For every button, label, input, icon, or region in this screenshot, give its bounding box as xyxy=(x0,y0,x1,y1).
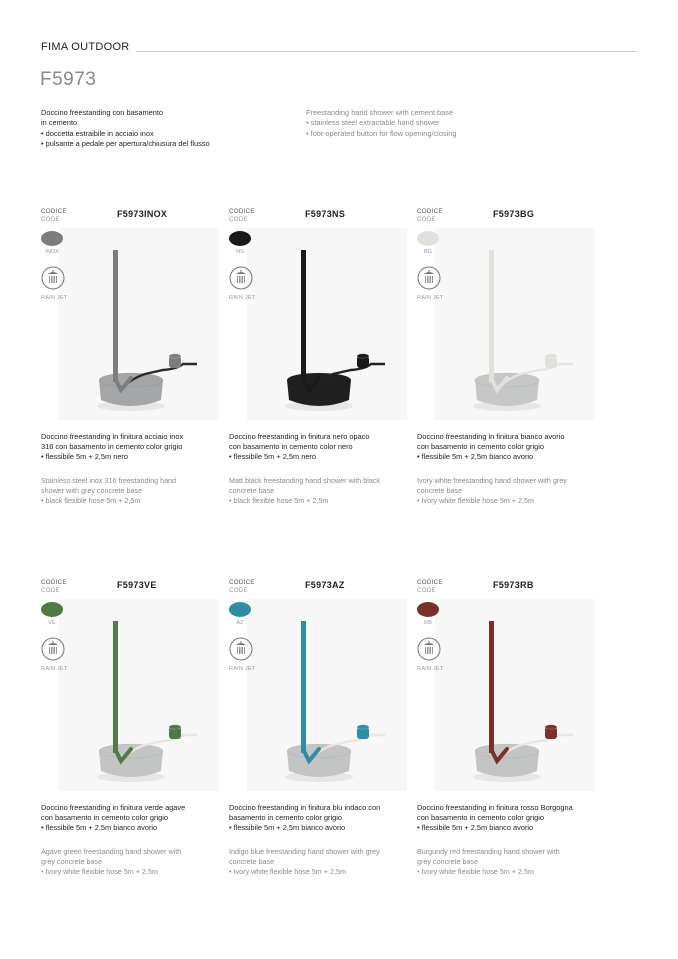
rain-jet-label: RAIN JET xyxy=(229,666,256,672)
description-line: Matt black freestanding hand shower with black xyxy=(229,476,381,485)
shower-pole xyxy=(113,621,118,753)
rain-jet-icon xyxy=(417,637,441,661)
rain-jet-icon xyxy=(229,266,253,290)
description-line: • Ivory white flexible hose 5m + 2,5m xyxy=(41,867,158,877)
description-line: grey concrete base xyxy=(41,857,103,867)
product-code: F5973BG xyxy=(493,209,535,219)
finish-swatch xyxy=(417,231,439,246)
description-line: con basamento in cemento color grigio xyxy=(417,813,544,823)
code-label xyxy=(229,208,255,224)
product-card xyxy=(229,579,419,899)
rain-jet-icon xyxy=(417,266,441,290)
intro-line: in cemento xyxy=(41,118,78,128)
description-line: • Ivory white flexible hose 5m + 2,5m xyxy=(417,496,534,506)
description-line: con basamento in cemento color grigio xyxy=(417,442,544,452)
product-photo xyxy=(59,228,219,420)
description-line: • black flexible hose 5m + 2,5m xyxy=(229,496,329,506)
description-line: con basamento in cemento color grigio xyxy=(41,813,168,823)
description-line: grey concrete base xyxy=(417,857,479,867)
finish-label: NS xyxy=(236,249,244,255)
intro-english xyxy=(306,108,556,139)
description-line: Doccino freestanding in finitura verde agave xyxy=(41,803,186,812)
product-card xyxy=(417,579,607,899)
intro-line: • stainless steel extractable hand shower xyxy=(306,118,440,128)
rain-jet-label: RAIN JET xyxy=(41,295,68,301)
description-line: Doccino freestanding in finitura bianco avorio xyxy=(417,432,565,441)
intro-line: • foot-operated button for flow opening/closing xyxy=(306,128,457,138)
finish-label: AZ xyxy=(236,620,244,626)
intro-line: • doccetta estraibile in acciaio inox xyxy=(41,128,154,138)
product-photo xyxy=(435,228,595,420)
product-code: F5973RB xyxy=(493,580,534,590)
code-label-it: CODICE xyxy=(417,579,443,586)
code-label-it: CODICE xyxy=(41,208,67,215)
finish-swatch xyxy=(417,602,439,617)
description-line: concrete base xyxy=(229,857,275,867)
description-line: • flessibile 5m + 2,5m nero xyxy=(41,452,129,462)
rain-jet-label: RAIN JET xyxy=(417,666,444,672)
code-label-it: CODICE xyxy=(229,208,255,215)
description-line: • black flexible hose 5m + 2,5m xyxy=(41,496,141,506)
rain-jet-label: RAIN JET xyxy=(229,295,256,301)
description-line: concrete base xyxy=(417,486,463,496)
code-label xyxy=(41,208,67,224)
intro-italian xyxy=(41,108,291,150)
description-italian xyxy=(417,803,617,834)
description-line: Indigo blue freestanding hand shower with grey xyxy=(229,847,380,856)
finish-label: RB xyxy=(424,620,432,626)
description-line: Ivory white freestanding hand shower with grey xyxy=(417,476,567,485)
finish-swatch xyxy=(229,602,251,617)
description-line: • flessibile 5m + 2,5m bianco avorio xyxy=(417,823,534,833)
code-label xyxy=(417,579,443,595)
description-italian xyxy=(229,432,429,463)
header-divider xyxy=(137,51,636,52)
description-line: Doccino freestanding in finitura acciaio inox xyxy=(41,432,184,441)
product-card xyxy=(417,208,607,528)
rain-jet-icon xyxy=(229,637,253,661)
description-line: • flessibile 5m + 2,5m bianco avorio xyxy=(417,452,534,462)
rain-jet-icon xyxy=(41,637,65,661)
description-english xyxy=(41,476,241,507)
product-photo xyxy=(247,228,407,420)
description-english xyxy=(229,476,429,507)
description-line: concrete base xyxy=(229,486,275,496)
product-code: F5973AZ xyxy=(305,580,345,590)
description-english xyxy=(417,476,617,507)
intro-line: • pulsante a pedale per apertura/chiusura del flusso xyxy=(41,139,210,149)
description-line: Doccino freestanding in finitura nero opaco xyxy=(229,432,370,441)
product-photo xyxy=(59,599,219,791)
finish-swatch xyxy=(229,231,251,246)
finish-label: INOX xyxy=(45,249,59,255)
description-line: Burgundy red freestanding hand shower with xyxy=(417,847,560,856)
code-label xyxy=(41,579,67,595)
product-photo xyxy=(247,599,407,791)
description-italian xyxy=(41,432,241,463)
code-label-it: CODICE xyxy=(229,579,255,586)
code-label-en: CODE xyxy=(41,587,61,594)
description-line: • flessibile 5m + 2,5m bianco avorio xyxy=(229,823,346,833)
product-photo xyxy=(435,599,595,791)
intro-line: Doccino freestanding con basamento xyxy=(41,108,164,117)
shower-pole xyxy=(113,250,118,382)
product-card xyxy=(41,579,231,899)
description-english xyxy=(417,847,617,878)
product-card xyxy=(41,208,231,528)
code-label-it: CODICE xyxy=(417,208,443,215)
finish-swatch xyxy=(41,602,63,617)
intro-line: Freestanding hand shower with cement base xyxy=(306,108,454,117)
product-code: F5973VE xyxy=(117,580,157,590)
product-code: F5973NS xyxy=(305,209,346,219)
description-line: 316 con basamento in cemento color grigio xyxy=(41,442,183,452)
brand-title: FIMA OUTDOOR xyxy=(41,41,130,53)
rain-jet-label: RAIN JET xyxy=(41,666,68,672)
shower-pole xyxy=(489,250,494,382)
description-english xyxy=(41,847,241,878)
code-label-en: CODE xyxy=(417,216,437,223)
description-line: Stainless steel inox 316 freestanding hand xyxy=(41,476,177,485)
finish-swatch xyxy=(41,231,63,246)
finish-label: BG xyxy=(423,249,433,255)
description-line: • Ivory white flexible hose 5m + 2,5m xyxy=(417,867,534,877)
code-label xyxy=(417,208,443,224)
rain-jet-icon xyxy=(41,266,65,290)
code-label-it: CODICE xyxy=(41,579,67,586)
code-label xyxy=(229,579,255,595)
shower-pole xyxy=(301,250,306,382)
description-line: • flessibile 5m + 2,5m nero xyxy=(229,452,317,462)
description-english xyxy=(229,847,429,878)
product-card xyxy=(229,208,419,528)
description-line: Doccino freestanding in finitura blu indaco con xyxy=(229,803,381,812)
description-line: Doccino freestanding in finitura rosso Borgogna xyxy=(417,803,573,812)
code-label-en: CODE xyxy=(229,216,249,223)
shower-pole xyxy=(301,621,306,753)
description-italian xyxy=(41,803,241,834)
description-line: con basamento in cemento color nero xyxy=(229,442,353,452)
product-code: F5973INOX xyxy=(117,209,168,219)
model-title: F5973 xyxy=(40,69,97,90)
code-label-en: CODE xyxy=(417,587,437,594)
description-line: Agave green freestanding hand shower with xyxy=(41,847,182,856)
code-label-en: CODE xyxy=(41,216,61,223)
description-line: • flessibile 5m + 2,5m bianco avorio xyxy=(41,823,158,833)
code-label-en: CODE xyxy=(229,587,249,594)
description-line: • Ivory white flexible hose 5m + 2,5m xyxy=(229,867,346,877)
description-italian xyxy=(417,432,617,463)
shower-pole xyxy=(489,621,494,753)
description-italian xyxy=(229,803,429,834)
rain-jet-label: RAIN JET xyxy=(417,295,444,301)
finish-label: VE xyxy=(48,620,56,626)
description-line: basamento in cemento color grigio xyxy=(229,813,342,823)
description-line: shower with grey concrete base xyxy=(41,486,143,496)
